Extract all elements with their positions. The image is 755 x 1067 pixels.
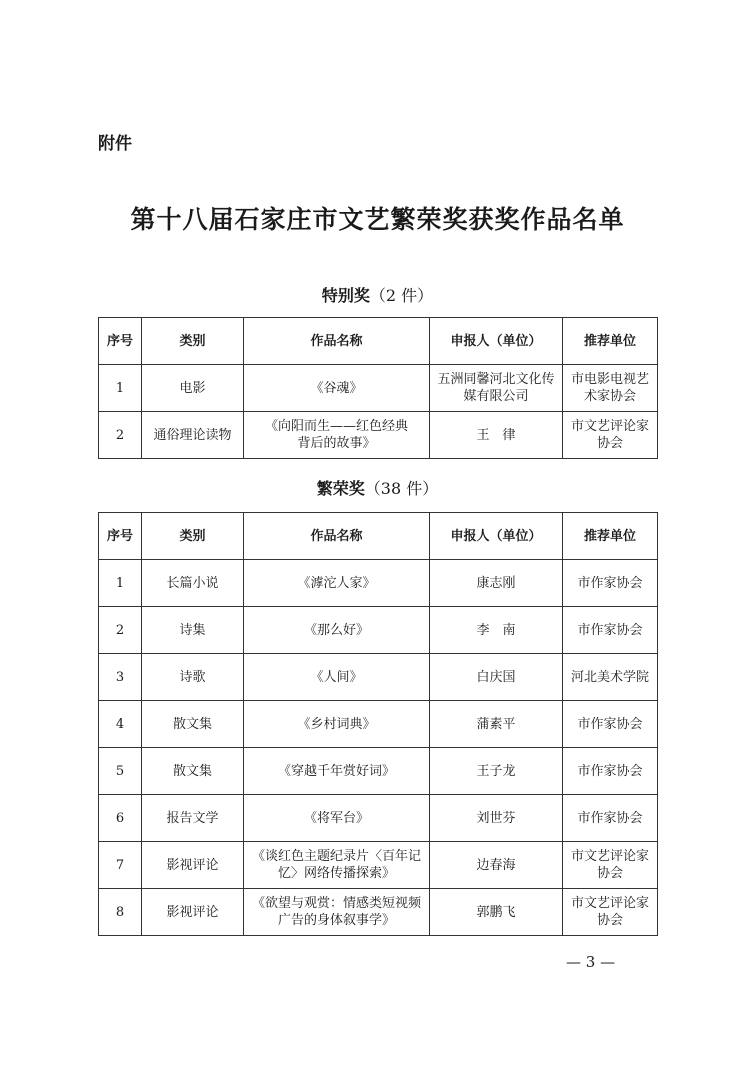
prosperity-award-name: 繁荣奖 [316,479,365,498]
col-header-category: 类别 [142,513,244,560]
col-header-work: 作品名称 [244,318,430,365]
table-row [99,412,658,459]
col-header-applicant: 申报人（单位） [430,513,563,560]
cell-category: 诗集 [142,607,244,654]
cell-work: 《欲望与观赏：情感类短视频广告的身体叙事学》 [244,889,430,936]
cell-no: 1 [99,560,142,607]
col-header-no: 序号 [99,318,142,365]
special-award-count: （2 件） [369,286,434,305]
cell-category: 电影 [142,365,244,412]
cell-recommender: 市作家协会 [563,560,658,607]
cell-work: 《将军台》 [244,795,430,842]
col-header-applicant: 申报人（单位） [430,318,563,365]
cell-recommender: 河北美术学院 [563,654,658,701]
cell-applicant: 王 律 [430,412,563,459]
table-row [99,607,658,654]
table-row [99,842,658,889]
cell-applicant: 五洲同馨河北文化传媒有限公司 [430,365,563,412]
cell-applicant: 蒲素平 [430,701,563,748]
cell-work: 《向阳而生——红色经典背后的故事》 [244,412,430,459]
cell-no: 4 [99,701,142,748]
cell-applicant: 康志刚 [430,560,563,607]
cell-category: 诗歌 [142,654,244,701]
cell-category: 影视评论 [142,842,244,889]
cell-category: 通俗理论读物 [142,412,244,459]
cell-applicant: 李 南 [430,607,563,654]
cell-no: 3 [99,654,142,701]
cell-recommender: 市作家协会 [563,795,658,842]
cell-applicant: 王子龙 [430,748,563,795]
table-row [99,560,658,607]
page-number: — 3 — [566,953,616,971]
cell-no: 8 [99,889,142,936]
special-award-table [98,317,658,459]
cell-applicant: 边春海 [430,842,563,889]
cell-recommender: 市文艺评论家协会 [563,842,658,889]
prosperity-award-heading [0,476,755,499]
cell-category: 长篇小说 [142,560,244,607]
col-header-recommender: 推荐单位 [563,513,658,560]
cell-work: 《人间》 [244,654,430,701]
cell-applicant: 白庆国 [430,654,563,701]
prosperity-award-count: （38 件） [364,479,439,498]
table-row [99,654,658,701]
cell-work: 《滹沱人家》 [244,560,430,607]
table-row [99,795,658,842]
cell-recommender: 市作家协会 [563,607,658,654]
cell-no: 6 [99,795,142,842]
cell-work: 《那么好》 [244,607,430,654]
col-header-category: 类别 [142,318,244,365]
cell-no: 5 [99,748,142,795]
table-row [99,889,658,936]
special-award-name: 特别奖 [321,286,370,305]
table-row [99,701,658,748]
special-award-heading [0,283,755,306]
cell-recommender: 市电影电视艺术家协会 [563,365,658,412]
cell-recommender: 市文艺评论家协会 [563,889,658,936]
table-row [99,365,658,412]
table-header-row [99,513,658,560]
col-header-no: 序号 [99,513,142,560]
cell-no: 7 [99,842,142,889]
cell-category: 散文集 [142,748,244,795]
cell-work: 《谷魂》 [244,365,430,412]
cell-category: 散文集 [142,701,244,748]
cell-work: 《穿越千年赏好词》 [244,748,430,795]
cell-work: 《谈红色主题纪录片〈百年记忆〉网络传播探索》 [244,842,430,889]
table-header-row [99,318,658,365]
cell-recommender: 市文艺评论家协会 [563,412,658,459]
cell-applicant: 郭鹏飞 [430,889,563,936]
document-title: 第十八届石家庄市文艺繁荣奖获奖作品名单 [130,205,625,234]
attachment-label: 附件 [98,134,132,154]
cell-recommender: 市作家协会 [563,701,658,748]
cell-category: 报告文学 [142,795,244,842]
prosperity-award-table [98,512,658,936]
table-row [99,748,658,795]
cell-no: 2 [99,607,142,654]
col-header-recommender: 推荐单位 [563,318,658,365]
cell-recommender: 市作家协会 [563,748,658,795]
cell-no: 2 [99,412,142,459]
cell-category: 影视评论 [142,889,244,936]
cell-applicant: 刘世芬 [430,795,563,842]
cell-work: 《乡村词典》 [244,701,430,748]
col-header-work: 作品名称 [244,513,430,560]
cell-no: 1 [99,365,142,412]
